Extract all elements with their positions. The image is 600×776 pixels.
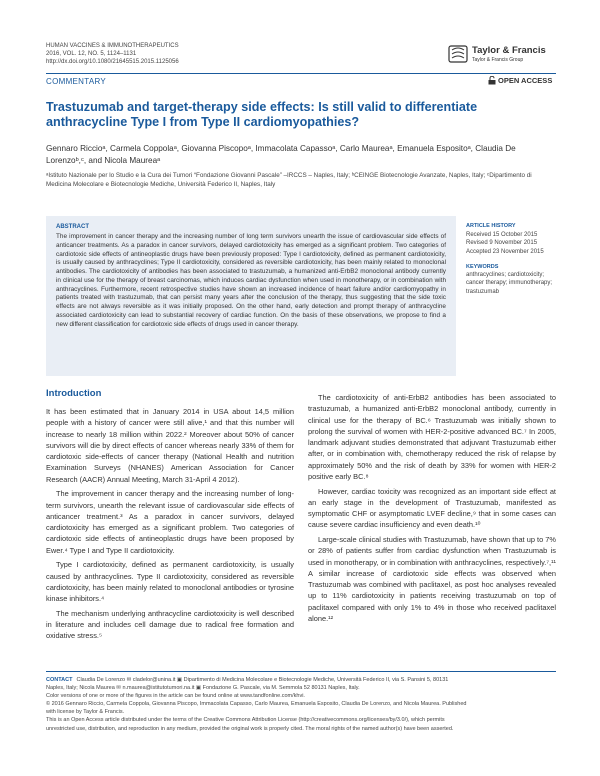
left-column (46, 406, 294, 645)
article-history-label: ARTICLE HISTORY (466, 223, 516, 229)
section-label: COMMENTARY (46, 77, 107, 86)
paragraph: However, cardiac toxicity was recognized as an important side effect at an early stage in the development of Trastuzumab, manifested as symptomatic CHF or asymptomatic LVEF decline,⁹ that in some cases can cause severe cardiac insufficiency and even death.¹⁰ (308, 486, 556, 530)
open-access-badge (488, 76, 552, 85)
footer (46, 676, 560, 733)
journal-info (46, 42, 179, 66)
keywords-text: anthracyclines; cardiotoxicity; cancer therapy; immunotherapy; trastuzumab (466, 272, 553, 295)
article-title: Trastuzumab and target-therapy side effects: Is still valid to differentiate anthracycline Type I from Type II cardiomyopathies? (46, 100, 478, 129)
keywords-label: KEYWORDS (466, 264, 499, 270)
journal-doi[interactable]: http://dx.doi.org/10.1080/21645515.2015.1125056 (46, 59, 179, 65)
article-history (466, 222, 562, 256)
header-divider (46, 73, 556, 74)
affiliations: ᵃIstituto Nazionale per lo Studio e la Cura dei Tumori “Fondazione Giovanni Pascale” –IRCCS – Naples, Italy; ᵇCEINGE Biotecnologie Avanzate, Naples, Italy; ᶜDipartimento di Medicina Molecolare e Biotecnologie Mediche, Università Federico II, Naples, Italy (46, 172, 532, 188)
accepted-date: Accepted 23 November 2015 (466, 248, 544, 255)
color-note: Color versions of one or more of the figures in the article can be found online at www.tandfonline.com/khvi. (46, 693, 305, 700)
paragraph: Type I cardiotoxicity, defined as permanent cardiotoxicity, is usually caused by anthracyclines. Type II cardiotoxicity, considered as reversible cardiotoxicity, has been mainly related to monoclonal antibodies or tyrosine kinase inhibitors.⁴ (46, 560, 294, 603)
contact-label: CONTACT (46, 677, 73, 683)
right-column (308, 392, 556, 628)
introduction-heading: Introduction (46, 388, 102, 399)
publisher-name: Taylor & Francis (472, 45, 546, 56)
abstract-label: ABSTRACT (56, 224, 89, 230)
journal-name: HUMAN VACCINES & IMMUNOTHERAPEUTICS (46, 43, 179, 49)
paragraph: The improvement in cancer therapy and the increasing number of long-term survivors, unearth the relevant issue of cardiovascular side effects of anticancer treatment.³ As a paradox in cancer survivors, delayed cardiotoxicity has emerged as a significant problem. Two categories of cardiotoxic side effects of antineoplastic drugs have been proposed by Ewer.⁴ Type I and Type II cardiotoxicity. (46, 489, 294, 555)
contact-line-2: Naples, Italy; Nicola Maurea ✉ n.maurea@istitutotumori.na.it ▣ Fondazione G. Pascale, via M. Semmola 52 80131 Naples, Italy. (46, 685, 360, 692)
contact-line (46, 676, 560, 684)
publisher-logo (448, 44, 558, 64)
keywords (466, 263, 562, 296)
license-line: This is an Open Access article distributed under the terms of the Creative Commons Attribution License (http://creativecommons.org/licenses/by/3.0/), which permits (46, 717, 445, 724)
paragraph: Large-scale clinical studies with Trastuzumab, have shown that up to 7% or 28% of patients suffer from cardiac dysfunction when Trastuzumab is used in monotherapy, or in combination with anthracyclines, respectively.⁷,¹¹ A similar increase of cardiotoxic side effects was observed when Trastuzumab was combined with paclitaxel, as post hoc analyses revealed up to 11% cardiotoxicity in patients receiving trastuzumab on top of paclitaxel compared with only 1% to 4% in those who received paclitaxel alone.¹² (308, 535, 556, 623)
received-date: Received 15 October 2015 (466, 231, 538, 238)
abstract-text: The improvement in cancer therapy and the increasing number of long term survivors unearth the issue of cardiovascular side effects of anticancer treatments. As a paradox in cancer survivors, delayed cardiotoxicity has emerged as a significant problem. Two categories of cardiotoxic side effects of antineoplastic drugs have been previously proposed: Type I cardiotoxicity, defined as permanent cardiotoxicity, is usually caused by anthracyclines; Type II cardiotoxicity, considered as reversible cardiotoxicity, has been mainly related to monoclonal antibodies. The cardiotoxicity of antibodies has been associated to trastuzumab, a humanized anti-ErbB2 monoclonal antibody currently in clinical use for the therapy of breast carcinomas, which induces cardiac dysfunction when used in monotherapy, or in combination with anthracyclines. Furthermore, recent retrospective studies have shown an increased incidence of heart failure and/or cardiomyopathy in patients treated with trastuzumab, that can persist many years after the conclusion of the therapy, thus suggesting that the side toxic effects are not always reversible as it was initially proposed. On the other hand, early detection and prompt therapy of anthracycline associated cardiotoxicity can lead to substantial recovery of cardiac function. On the basis of these observations, we propose to find a new different classification for cardiotoxic side effects of drugs used in cancer therapy. (56, 233, 446, 328)
journal-volume: 2016, VOL. 12, NO. 5, 1124–1131 (46, 51, 137, 57)
tf-logo-icon (448, 44, 468, 64)
contact-text: Claudia De Lorenzo ✉ cladelor@unina.it ▣ Dipartimento di Medicina Molecolare e Biotecnologie Mediche, Università Federico II, via S. Pansini 5, 80131 (76, 677, 449, 683)
paragraph: It has been estimated that in January 2014 in USA about 14,5 million people with a history of cancer were still alive,¹ and that this number will increase to nearly 18 million within 2022.² Moreover about 50% of cancer survivors will die by direct effects of cancer whereas nearly 33% of them for cardiotoxic side-effects of cancer therapy (National Health and nutrition Examination Surveys (NHANES) American Association for Cancer Research (AACR) Annual Meeting, March 31-April 4 2012). (46, 407, 294, 484)
paragraph: The mechanism underlying anthracycline cardiotoxicity is well described in literature and includes cell damage due to radical free formation and oxidative stress.⁵ (46, 608, 294, 641)
copyright-line-2: with license by Taylor & Francis. (46, 709, 125, 716)
license-line-2: unrestricted use, distribution, and reproduction in any medium, provided the original work is properly cited. The moral rights of the named author(s) have been asserted. (46, 725, 454, 732)
revised-date: Revised 9 November 2015 (466, 240, 538, 246)
open-lock-icon (488, 76, 496, 85)
abstract-box (46, 216, 456, 376)
open-access-label: OPEN ACCESS (498, 76, 553, 85)
copyright-line: © 2016 Gennaro Riccio, Carmela Coppola, Giovanna Piscopo, Immacolata Capasso, Carlo Maurea, Emanuela Esposito, Claudia De Lorenzo, and Nicola Maurea. Published (46, 701, 467, 708)
paragraph: The cardiotoxicity of anti-ErbB2 antibodies has been associated to trastuzumab, a humanized anti-ErbB2 monoclonal antibody, currently in clinical use for the therapy of BC.⁶ Trastuzumab was initially shown to prolong the survival of women with HER-2-positive advanced BC.⁷ In 2005, landmark adjuvant studies demonstrated that adjuvant Trastuzumab either after, or in combination with, chemotherapy reduced the risk of relapse by approximately 50% and the risk of death by 33% for women with HER-2 positive early BC.⁸ (308, 393, 556, 481)
footer-divider (46, 671, 556, 672)
author-list: Gennaro Riccioᵃ, Carmela Coppolaᵃ, Giovanna Piscopoᵃ, Immacolata Capassoᵃ, Carlo Maureaᵃ, Emanuela Espositoᵃ, Claudia De Lorenzoᵇ,ᶜ, and Nicola Maureaᵃ (46, 144, 516, 165)
publisher-sub: Taylor & Francis Group (472, 57, 524, 63)
